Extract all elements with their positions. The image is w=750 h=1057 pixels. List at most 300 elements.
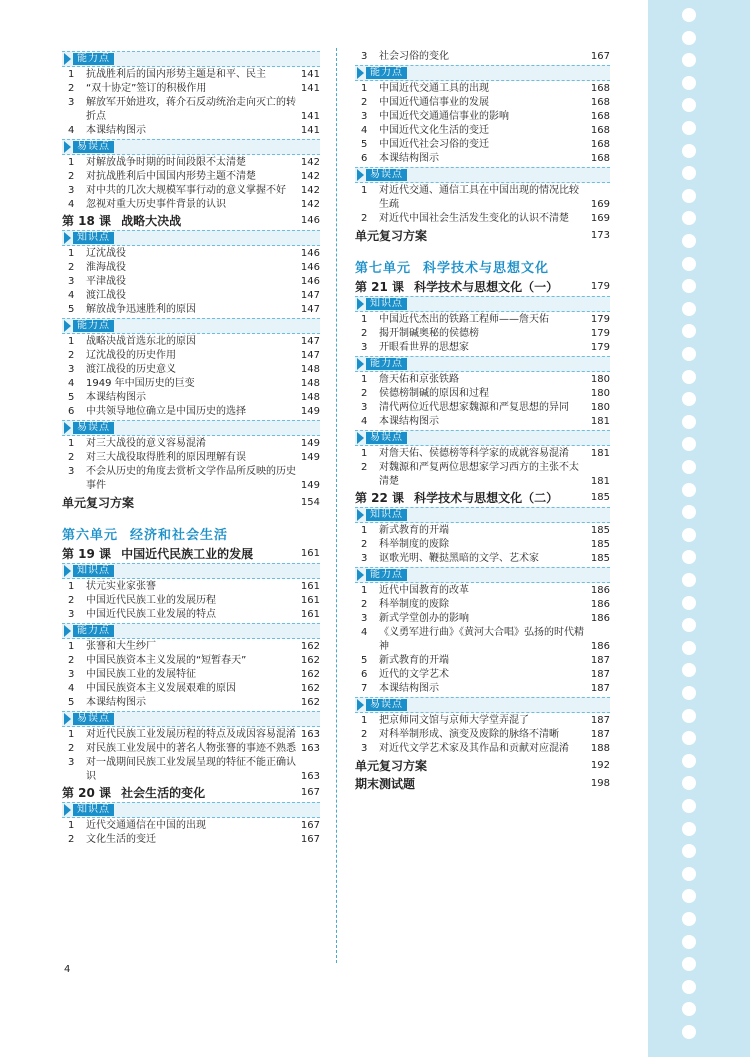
entry-number: 4 [68,125,75,136]
toc-entry [355,327,610,341]
section-tag-label: 易误点 [366,169,407,181]
entry-page: 148 [300,364,320,375]
entry-page: 186 [590,641,610,652]
entry-page: 141 [300,125,320,136]
section-tag-label: 能力点 [366,569,407,581]
section-tag [62,623,320,639]
section-tag-label: 能力点 [366,358,407,370]
entry-title: 近代交通通信在中国的出现 [86,820,206,831]
toc-entry [355,110,610,124]
entry-number: 4 [361,125,368,136]
binder-hole [682,980,696,994]
lesson-number: 第 22 课 [355,491,405,505]
toc-entry [62,96,320,124]
entry-title: 平津战役 [86,276,126,287]
entry-page: 187 [590,669,610,680]
binder-hole [682,279,696,293]
entry-page: 142 [300,171,320,182]
play-triangle-icon [357,569,364,581]
entry-title: 中国近代通信事业的发展 [379,97,489,108]
entry-number: 2 [361,462,368,473]
entry-number: 1 [68,157,75,168]
entry-page: 180 [590,388,610,399]
entry-title: 中国近代民族工业的发展历程 [86,595,216,606]
entry-number: 6 [361,669,368,680]
entry-page: 141 [300,69,320,80]
entry-page: 162 [300,669,320,680]
entry-title: 中共领导地位确立是中国历史的选择 [86,406,246,417]
entry-title: 中国近代文化生活的变迁 [379,125,489,136]
toc-entry [62,156,320,170]
entry-title: 中国民族资本主义发展的“短暂春天” [86,655,247,666]
toc-entry [355,124,610,138]
entry-page: 142 [300,185,320,196]
play-triangle-icon [357,699,364,711]
unit-number: 第七单元 [355,261,412,276]
section-tag-label: 能力点 [366,67,407,79]
binder-hole [682,957,696,971]
entry-title: 开眼看世界的思想家 [379,342,469,353]
entry-page: 162 [300,655,320,666]
play-triangle-icon [64,53,71,65]
entry-number: 2 [361,97,368,108]
play-triangle-icon [357,67,364,79]
entry-number: 4 [68,683,75,694]
entry-number: 2 [361,328,368,339]
section-tag-label: 知识点 [73,804,114,816]
toc-entry [62,198,320,212]
play-triangle-icon [64,141,71,153]
toc-left-column [62,50,320,847]
entry-page: 168 [590,125,610,136]
toc-entry [62,594,320,608]
entry-page: 187 [590,655,610,666]
unit-heading [62,527,320,545]
entry-title: 中国近代交通通信事业的影响 [379,111,509,122]
play-triangle-icon [357,298,364,310]
binder-holes [682,0,702,1057]
entry-number: 2 [68,655,75,666]
section-tag [355,697,610,713]
final-exam-page: 198 [590,778,610,789]
lesson-page: 161 [300,548,320,559]
toc-entry [62,819,320,833]
final-exam [355,776,610,792]
toc-entry [355,626,610,654]
entry-title: 《义勇军进行曲》《黄河大合唱》弘扬的时代精神 [379,627,584,652]
entry-title: 对近代中国社会生活发生变化的认识不清楚 [379,213,569,224]
binder-hole [682,370,696,384]
toc-entry [355,212,610,226]
lesson-heading [62,546,320,562]
entry-page: 169 [590,199,610,210]
lesson-page: 146 [300,215,320,226]
toc-entry [62,654,320,668]
section-tag [355,296,610,312]
entry-page: 181 [590,476,610,487]
entry-title: 对三大战役的意义容易混淆 [86,438,206,449]
section-tag [62,563,320,579]
lesson-page: 167 [300,787,320,798]
section-tag [355,430,610,446]
entry-page: 168 [590,153,610,164]
toc-entry [62,728,320,742]
entry-number: 2 [361,599,368,610]
entry-number: 2 [68,350,75,361]
play-triangle-icon [357,432,364,444]
unit-review-title: 单元复习方案 [62,496,135,510]
binder-hole [682,641,696,655]
toc-entry [62,742,320,756]
entry-number: 1 [361,83,368,94]
section-tag [62,318,320,334]
entry-number: 2 [68,83,75,94]
entry-page: 161 [300,595,320,606]
entry-number: 6 [68,406,75,417]
entry-title: 清代两位近代思想家魏源和严复思想的异同 [379,402,569,413]
entry-page: 146 [300,262,320,273]
unit-review-page: 173 [590,230,610,241]
entry-page: 147 [300,336,320,347]
entry-number: 1 [361,525,368,536]
section-tag-label: 易误点 [73,141,114,153]
entry-title: 揭开制碱奥秘的侯德榜 [379,328,479,339]
final-exam-title: 期末测试题 [355,777,416,791]
toc-entry [355,552,610,566]
unit-review-page: 154 [300,497,320,508]
toc-entry [62,303,320,317]
binder-hole [682,550,696,564]
section-tag [62,711,320,727]
binder-hole [682,731,696,745]
entry-number: 2 [68,452,75,463]
entry-title: 科举制度的废除 [379,539,449,550]
entry-number: 6 [361,153,368,164]
toc-entry [355,341,610,355]
lesson-number: 第 18 课 [62,214,112,228]
binder-hole [682,822,696,836]
entry-title: 科举制度的废除 [379,599,449,610]
entry-title: 对近代交通、通信工具在中国出现的情况比较生疏 [379,185,579,210]
binder-hole [682,686,696,700]
entry-number: 3 [361,402,368,413]
unit-name: 经济和社会生活 [130,528,229,543]
entry-page: 169 [590,213,610,224]
entry-page: 187 [590,715,610,726]
entry-number: 3 [68,185,75,196]
toc-entry [62,349,320,363]
toc-entry [62,68,320,82]
entry-title: 对解放战争时期的时间段限不太清楚 [86,157,246,168]
entry-number: 1 [361,374,368,385]
unit-review [62,495,320,511]
unit-review [355,228,610,244]
entry-page: 163 [300,743,320,754]
toc-entry [355,313,610,327]
entry-number: 5 [361,139,368,150]
entry-number: 2 [68,834,75,845]
entry-title: 社会习俗的变化 [379,51,449,62]
entry-page: 179 [590,314,610,325]
entry-number: 1 [361,185,368,196]
entry-number: 5 [68,697,75,708]
toc-entry [355,654,610,668]
entry-title: 本课结构图示 [86,125,146,136]
toc-entry [355,668,610,682]
entry-title: 1949 年中国历史的巨变 [86,378,195,389]
entry-number: 1 [361,314,368,325]
entry-number: 3 [68,276,75,287]
entry-title: 中国民族资本主义发展艰难的原因 [86,683,236,694]
section-tag [355,65,610,81]
toc-entry [355,138,610,152]
entry-page: 163 [300,729,320,740]
binder-hole [682,189,696,203]
entry-title: 解放军开始进攻，蒋介石反动统治走向灭亡的转折点 [86,97,296,122]
toc-entry [355,584,610,598]
entry-number: 5 [68,304,75,315]
lesson-heading [355,279,610,295]
entry-number: 2 [361,539,368,550]
entry-number: 3 [361,51,368,62]
section-tag [62,802,320,818]
entry-page: 142 [300,157,320,168]
entry-title: 中国近代社会习俗的变迁 [379,139,489,150]
binder-hole [682,889,696,903]
toc-entry [355,682,610,696]
section-tag-label: 知识点 [73,565,114,577]
entry-page: 179 [590,328,610,339]
section-tag-label: 易误点 [73,713,114,725]
section-tag-label: 能力点 [73,625,114,637]
toc-entry [62,289,320,303]
toc-entry [62,580,320,594]
lesson-title: 科学技术与思想文化（一） [414,280,559,294]
entry-number: 1 [68,820,75,831]
section-tag-label: 易误点 [366,432,407,444]
toc-entry [355,714,610,728]
binder-hole [682,415,696,429]
binder-hole [682,324,696,338]
entry-title: 本课结构图示 [379,683,439,694]
entry-title: 对詹天佑、侯德榜等科学家的成就容易混淆 [379,448,569,459]
page-number: 4 [64,964,71,975]
entry-page: 181 [590,416,610,427]
entry-title: 中国近代民族工业发展的特点 [86,609,216,620]
entry-page: 185 [590,539,610,550]
binder-hole [682,754,696,768]
entry-page: 162 [300,697,320,708]
binder-hole [682,1025,696,1039]
binder-hole [682,867,696,881]
toc-entry [355,415,610,429]
entry-page: 146 [300,248,320,259]
lesson-number: 第 21 课 [355,280,405,294]
entry-page: 163 [300,771,320,782]
entry-number: 3 [361,111,368,122]
entry-number: 1 [68,336,75,347]
entry-page: 148 [300,378,320,389]
binder-hole [682,257,696,271]
entry-page: 141 [300,111,320,122]
entry-page: 188 [590,743,610,754]
toc-entry [355,447,610,461]
entry-number: 2 [361,388,368,399]
entry-number: 2 [361,213,368,224]
entry-title: 渡江战役 [86,290,126,301]
toc-entry [355,612,610,626]
entry-title: 中国近代交通工具的出现 [379,83,489,94]
entry-number: 1 [68,438,75,449]
entry-title: 对魏源和严复两位思想家学习西方的主张不太清楚 [379,462,579,487]
entry-page: 186 [590,599,610,610]
entry-title: 战略决战首选东北的原因 [86,336,196,347]
entry-title: 对科举制形成、演变及废除的脉络不清晰 [379,729,559,740]
section-tag [62,51,320,67]
binder-hole [682,483,696,497]
play-triangle-icon [64,422,71,434]
section-tag [355,356,610,372]
entry-title: 不会从历史的角度去赏析文学作品所反映的历史事件 [86,466,296,491]
toc-entry [355,598,610,612]
entry-title: 本课结构图示 [86,392,146,403]
entry-page: 185 [590,553,610,564]
play-triangle-icon [64,625,71,637]
entry-title: 对民族工业发展中的著名人物张謇的事迹不熟悉 [86,743,296,754]
binder-hole [682,912,696,926]
entry-number: 3 [361,553,368,564]
entry-title: 詹天佑和京张铁路 [379,374,459,385]
entry-title: 渡江战役的历史意义 [86,364,176,375]
play-triangle-icon [357,169,364,181]
entry-number: 3 [361,743,368,754]
entry-number: 2 [68,262,75,273]
entry-title: 本课结构图示 [86,697,146,708]
section-tag-label: 知识点 [366,509,407,521]
entry-number: 1 [68,641,75,652]
entry-title: 对近代民族工业发展历程的特点及成因容易混淆 [86,729,296,740]
binder-hole [682,98,696,112]
section-tag [62,420,320,436]
play-triangle-icon [64,232,71,244]
binder-hole [682,144,696,158]
entry-number: 4 [68,290,75,301]
toc-entry [355,152,610,166]
toc-entry [355,387,610,401]
lesson-page: 185 [590,492,610,503]
toc-entry [355,524,610,538]
binder-hole [682,347,696,361]
entry-page: 141 [300,83,320,94]
entry-title: 近代中国教育的改革 [379,585,469,596]
entry-number: 2 [68,595,75,606]
binder-hole [682,392,696,406]
binder-hole [682,1002,696,1016]
entry-number: 7 [361,683,368,694]
toc-entry [355,538,610,552]
unit-review-title: 单元复习方案 [355,759,428,773]
binder-hole [682,437,696,451]
binder-hole [682,573,696,587]
binder-hole [682,460,696,474]
toc-entry [62,465,320,493]
entry-page: 149 [300,438,320,449]
toc-entry [62,170,320,184]
entry-page: 162 [300,641,320,652]
entry-number: 1 [68,729,75,740]
entry-title: 辽沈战役的历史作用 [86,350,176,361]
binder-hole [682,166,696,180]
toc-entry [62,335,320,349]
entry-title: 本课结构图示 [379,153,439,164]
toc-entry [355,373,610,387]
toc-entry [62,451,320,465]
entry-page: 187 [590,683,610,694]
entry-title: 讴歌光明、鞭挞黑暗的文学、艺术家 [379,553,539,564]
binder-hole [682,935,696,949]
entry-page: 147 [300,290,320,301]
lesson-title: 战略大决战 [121,214,182,228]
toc-entry [62,756,320,784]
entry-number: 4 [361,416,368,427]
entry-page: 186 [590,585,610,596]
entry-page: 180 [590,374,610,385]
binder-hole [682,234,696,248]
unit-heading [355,260,610,278]
entry-page: 186 [590,613,610,624]
toc-entry [62,668,320,682]
binder-hole [682,302,696,316]
binder-hole [682,8,696,22]
entry-number: 3 [68,364,75,375]
binder-hole [682,121,696,135]
unit-review-page: 192 [590,760,610,771]
toc-entry [355,50,610,64]
lesson-page: 179 [590,281,610,292]
entry-page: 147 [300,304,320,315]
entry-number: 3 [68,757,75,768]
toc-entry [62,833,320,847]
entry-page: 181 [590,448,610,459]
entry-title: 侯德榜制碱的原因和过程 [379,388,489,399]
lesson-heading [62,213,320,229]
entry-page: 148 [300,392,320,403]
entry-title: 对抗战胜利后中国国内形势主题不清楚 [86,171,256,182]
entry-number: 1 [68,581,75,592]
toc-entry [62,377,320,391]
entry-page: 162 [300,683,320,694]
entry-number: 1 [68,69,75,80]
entry-title: 文化生活的变迁 [86,834,156,845]
entry-page: 187 [590,729,610,740]
column-divider [336,48,337,963]
lesson-number: 第 19 课 [62,547,112,561]
binder-hole [682,663,696,677]
entry-page: 161 [300,609,320,620]
entry-page: 146 [300,276,320,287]
toc-entry [62,608,320,622]
play-triangle-icon [357,509,364,521]
section-tag [62,139,320,155]
play-triangle-icon [64,320,71,332]
section-tag-label: 易误点 [366,699,407,711]
toc-entry [62,124,320,138]
entry-title: 中国民族工业的发展特征 [86,669,196,680]
lesson-heading [62,785,320,801]
toc-entry [62,261,320,275]
section-tag-label: 易误点 [73,422,114,434]
play-triangle-icon [357,358,364,370]
